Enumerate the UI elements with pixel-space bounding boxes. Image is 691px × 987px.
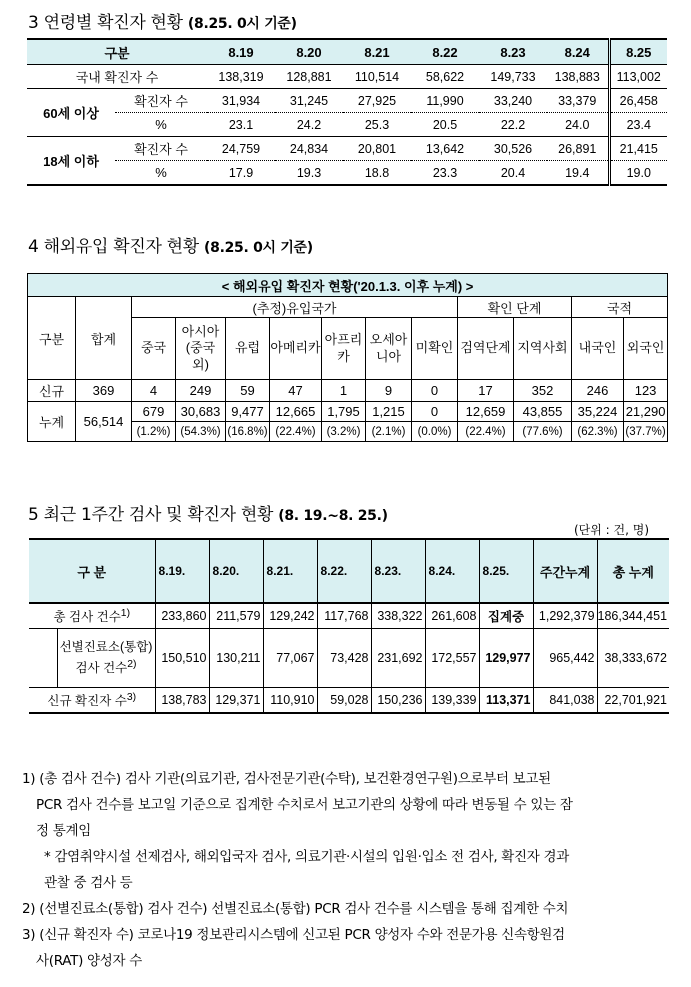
t1-cell: 31,934 — [207, 89, 275, 113]
t1-cell: 24.2 — [275, 113, 343, 137]
t2-cell: 12,659 — [458, 402, 514, 422]
weekly-test-table — [29, 538, 669, 714]
t1-date: 8.25 — [609, 39, 667, 65]
t2-new-label: 신규 — [28, 380, 76, 402]
footnotes — [22, 766, 682, 974]
t2-cell: 43,855 — [514, 402, 572, 422]
t2-col: 중국 — [132, 318, 176, 380]
t1-cell: 23.3 — [411, 161, 479, 186]
footnote-line: 관찰 중 검사 등 — [44, 875, 133, 891]
t2-cell: 56,514 — [76, 402, 132, 442]
t3-date: 8.20. — [209, 539, 263, 603]
t3-date: 8.19. — [155, 539, 209, 603]
t1-pct-label: % — [115, 161, 207, 186]
t2-cell: 12,665 — [270, 402, 322, 422]
t2-cell: 4 — [132, 380, 176, 402]
t2-cell: 47 — [270, 380, 322, 402]
t3-cell: 172,557 — [425, 629, 479, 688]
t2-pct: (2.1%) — [366, 422, 412, 442]
overseas-table — [27, 273, 668, 442]
t2-pct: (54.3%) — [176, 422, 226, 442]
t3-cell: 129,371 — [209, 688, 263, 714]
t2-col: 외국인 — [624, 318, 668, 380]
t2-col: 미확인 — [412, 318, 458, 380]
t3-cell: 130,211 — [209, 629, 263, 688]
t3-cell: 1,292,379 — [533, 603, 597, 629]
t3-cell: 38,333,672 — [597, 629, 669, 688]
footnote-line: * 감염취약시설 선제검사, 해외입국자 검사, 의료기관·시설의 입원·입소 전 검사, 확진자 경과 — [44, 849, 569, 865]
t2-cell: 0 — [412, 380, 458, 402]
t2-cell: 59 — [226, 380, 270, 402]
footnote-line: 정 통계임 — [36, 823, 91, 839]
t3-cell: 150,236 — [371, 688, 425, 714]
t3-cell: 965,442 — [533, 629, 597, 688]
t2-pct: (16.8%) — [226, 422, 270, 442]
t3-cell: 129,977 — [479, 629, 533, 688]
t2-country-head: (추정)유입국가 — [132, 297, 458, 318]
t1-cell: 18.8 — [343, 161, 411, 186]
t2-gubun: 구분 — [28, 297, 76, 380]
t1-cell: 20.4 — [479, 161, 547, 186]
t2-cell: 35,224 — [572, 402, 624, 422]
t2-cell: 0 — [412, 402, 458, 422]
t3-date: 8.22. — [317, 539, 371, 603]
t1-cell: 19.3 — [275, 161, 343, 186]
t1-cell: 23.1 — [207, 113, 275, 137]
t2-col: 검역단계 — [458, 318, 514, 380]
t2-stage-head: 확인 단계 — [458, 297, 572, 318]
t3-cell: 338,322 — [371, 603, 425, 629]
t2-cell: 249 — [176, 380, 226, 402]
t1-cell: 24,759 — [207, 137, 275, 161]
t3-row-label: 총 검사 건수$^{1)}$ — [29, 603, 155, 629]
t2-col: 지역사회 — [514, 318, 572, 380]
t1-cell: 138,883 — [547, 65, 609, 89]
t2-cell: 123 — [624, 380, 668, 402]
footnote-line: PCR 검사 건수를 보고일 기준으로 집계한 수치로서 보고기관의 상황에 따라 변동될 수 있는 잠 — [36, 797, 573, 813]
t2-pct: (0.0%) — [412, 422, 458, 442]
t1-cell: 23.4 — [609, 113, 667, 137]
t3-cell: 집계중 — [479, 603, 533, 629]
t2-pct: (62.3%) — [572, 422, 624, 442]
t2-nation-head: 국적 — [572, 297, 668, 318]
t1-cell: 138,319 — [207, 65, 275, 89]
t1-cell: 27,925 — [343, 89, 411, 113]
t3-cell: 138,783 — [155, 688, 209, 714]
t3-weekly-head: 주간누계 — [533, 539, 597, 603]
t2-pct: (22.4%) — [458, 422, 514, 442]
t1-head: 구분 — [27, 39, 207, 65]
t1-cell: 31,245 — [275, 89, 343, 113]
t1-cell: 33,379 — [547, 89, 609, 113]
t1-pct-label: % — [115, 113, 207, 137]
t1-under18-label: 18세 이하 — [27, 137, 115, 186]
t1-over60-label: 60세 이상 — [27, 89, 115, 137]
footnote-line: 3) (신규 확진자 수) 코로나19 정보관리시스템에 신고된 PCR 양성자 수와 전문가용 신속항원검 — [22, 927, 565, 943]
t3-cell: 231,692 — [371, 629, 425, 688]
t2-cell: 1,215 — [366, 402, 412, 422]
t2-col: 유럽 — [226, 318, 270, 380]
t1-cell: 22.2 — [479, 113, 547, 137]
t3-cell: 841,038 — [533, 688, 597, 714]
footnote-line: 1) (총 검사 건수) 검사 기관(의료기관, 검사전문기관(수탁), 보건환경연구원)으로부터 보고된 — [22, 771, 551, 787]
t1-cell: 24,834 — [275, 137, 343, 161]
t1-date: 8.21 — [343, 39, 411, 65]
t1-cell: 58,622 — [411, 65, 479, 89]
t1-cnt-label: 확진자 수 — [115, 137, 207, 161]
footnote-line: 사(RAT) 양성자 수 — [36, 953, 142, 969]
t1-cell: 26,458 — [609, 89, 667, 113]
footnote-line: 2) (선별진료소(통합) 검사 건수) 선별진료소(통합) PCR 검사 건수를 시스템을 통해 집계한 수치 — [22, 901, 569, 917]
t2-pct: (3.2%) — [322, 422, 366, 442]
t2-cell: 9 — [366, 380, 412, 402]
t2-cell: 352 — [514, 380, 572, 402]
t3-cell: 110,910 — [263, 688, 317, 714]
t1-cell: 25.3 — [343, 113, 411, 137]
t2-pct: (37.7%) — [624, 422, 668, 442]
t2-pct: (22.4%) — [270, 422, 322, 442]
t3-cell: 77,067 — [263, 629, 317, 688]
t2-cell: 246 — [572, 380, 624, 402]
t2-col: 오세아니아 — [366, 318, 412, 380]
t2-cell: 1,795 — [322, 402, 366, 422]
t1-domestic-label: 국내 확진자 수 — [27, 65, 207, 89]
t2-pct: (77.6%) — [514, 422, 572, 442]
t1-cell: 17.9 — [207, 161, 275, 186]
t1-cell: 20.5 — [411, 113, 479, 137]
t2-col: 아메리카 — [270, 318, 322, 380]
t1-cell: 128,881 — [275, 65, 343, 89]
t2-col: 내국인 — [572, 318, 624, 380]
t1-date: 8.20 — [275, 39, 343, 65]
t2-total: 합계 — [76, 297, 132, 380]
unit-label: (단위 : 건, 명) — [574, 523, 650, 537]
t3-cell: 73,428 — [317, 629, 371, 688]
t3-cell: 59,028 — [317, 688, 371, 714]
section-5-title: 5 최근 1주간 검사 및 확진자 현황 (8. 19.~8. 25.) — [28, 505, 388, 525]
t1-cell: 24.0 — [547, 113, 609, 137]
t1-cell: 113,002 — [609, 65, 667, 89]
t2-cell: 9,477 — [226, 402, 270, 422]
t3-row-label: 선별진료소(통합) 검사 건수$^{2)}$ — [57, 629, 155, 688]
t1-cell: 19.0 — [609, 161, 667, 186]
t3-date: 8.24. — [425, 539, 479, 603]
t3-row-label: 신규 확진자 수$^{3)}$ — [29, 688, 155, 714]
t3-cell: 261,608 — [425, 603, 479, 629]
t3-cell: 150,510 — [155, 629, 209, 688]
t2-caption: < 해외유입 확진자 현황('20.1.3. 이후 누계) > — [28, 274, 668, 297]
t3-cell: 117,768 — [317, 603, 371, 629]
t2-cell: 21,290 — [624, 402, 668, 422]
t1-date: 8.24 — [547, 39, 609, 65]
t1-cnt-label: 확진자 수 — [115, 89, 207, 113]
t3-cell: 129,242 — [263, 603, 317, 629]
t2-cell: 369 — [76, 380, 132, 402]
t1-cell: 149,733 — [479, 65, 547, 89]
t3-date: 8.25. — [479, 539, 533, 603]
t3-total-head: 총 누계 — [597, 539, 669, 603]
t3-cell: 233,860 — [155, 603, 209, 629]
t3-cell: 211,579 — [209, 603, 263, 629]
t2-col: 아프리카 — [322, 318, 366, 380]
t1-date: 8.19 — [207, 39, 275, 65]
t1-cell: 21,415 — [609, 137, 667, 161]
t1-cell: 110,514 — [343, 65, 411, 89]
t2-pct: (1.2%) — [132, 422, 176, 442]
t2-col: 아시아 (중국 외) — [176, 318, 226, 380]
t1-date: 8.22 — [411, 39, 479, 65]
t1-cell: 20,801 — [343, 137, 411, 161]
t1-cell: 19.4 — [547, 161, 609, 186]
t1-cell: 26,891 — [547, 137, 609, 161]
t1-cell: 11,990 — [411, 89, 479, 113]
t3-cell: 139,339 — [425, 688, 479, 714]
t3-date: 8.23. — [371, 539, 425, 603]
t2-cell: 679 — [132, 402, 176, 422]
t3-date: 8.21. — [263, 539, 317, 603]
t3-head: 구 분 — [29, 539, 155, 603]
t2-cell: 30,683 — [176, 402, 226, 422]
t1-date: 8.23 — [479, 39, 547, 65]
t1-cell: 30,526 — [479, 137, 547, 161]
t2-cell: 1 — [322, 380, 366, 402]
t3-cell: 186,344,451 — [597, 603, 669, 629]
t3-cell: 22,701,921 — [597, 688, 669, 714]
age-table — [27, 38, 667, 186]
t3-cell: 113,371 — [479, 688, 533, 714]
section-4-title: 4 해외유입 확진자 현황 (8.25. 0시 기준) — [28, 237, 313, 257]
t1-cell: 13,642 — [411, 137, 479, 161]
t2-cell: 17 — [458, 380, 514, 402]
t1-cell: 33,240 — [479, 89, 547, 113]
section-3-title: 3 연령별 확진자 현황 (8.25. 0시 기준) — [28, 13, 297, 33]
t2-cum-label: 누계 — [28, 402, 76, 442]
